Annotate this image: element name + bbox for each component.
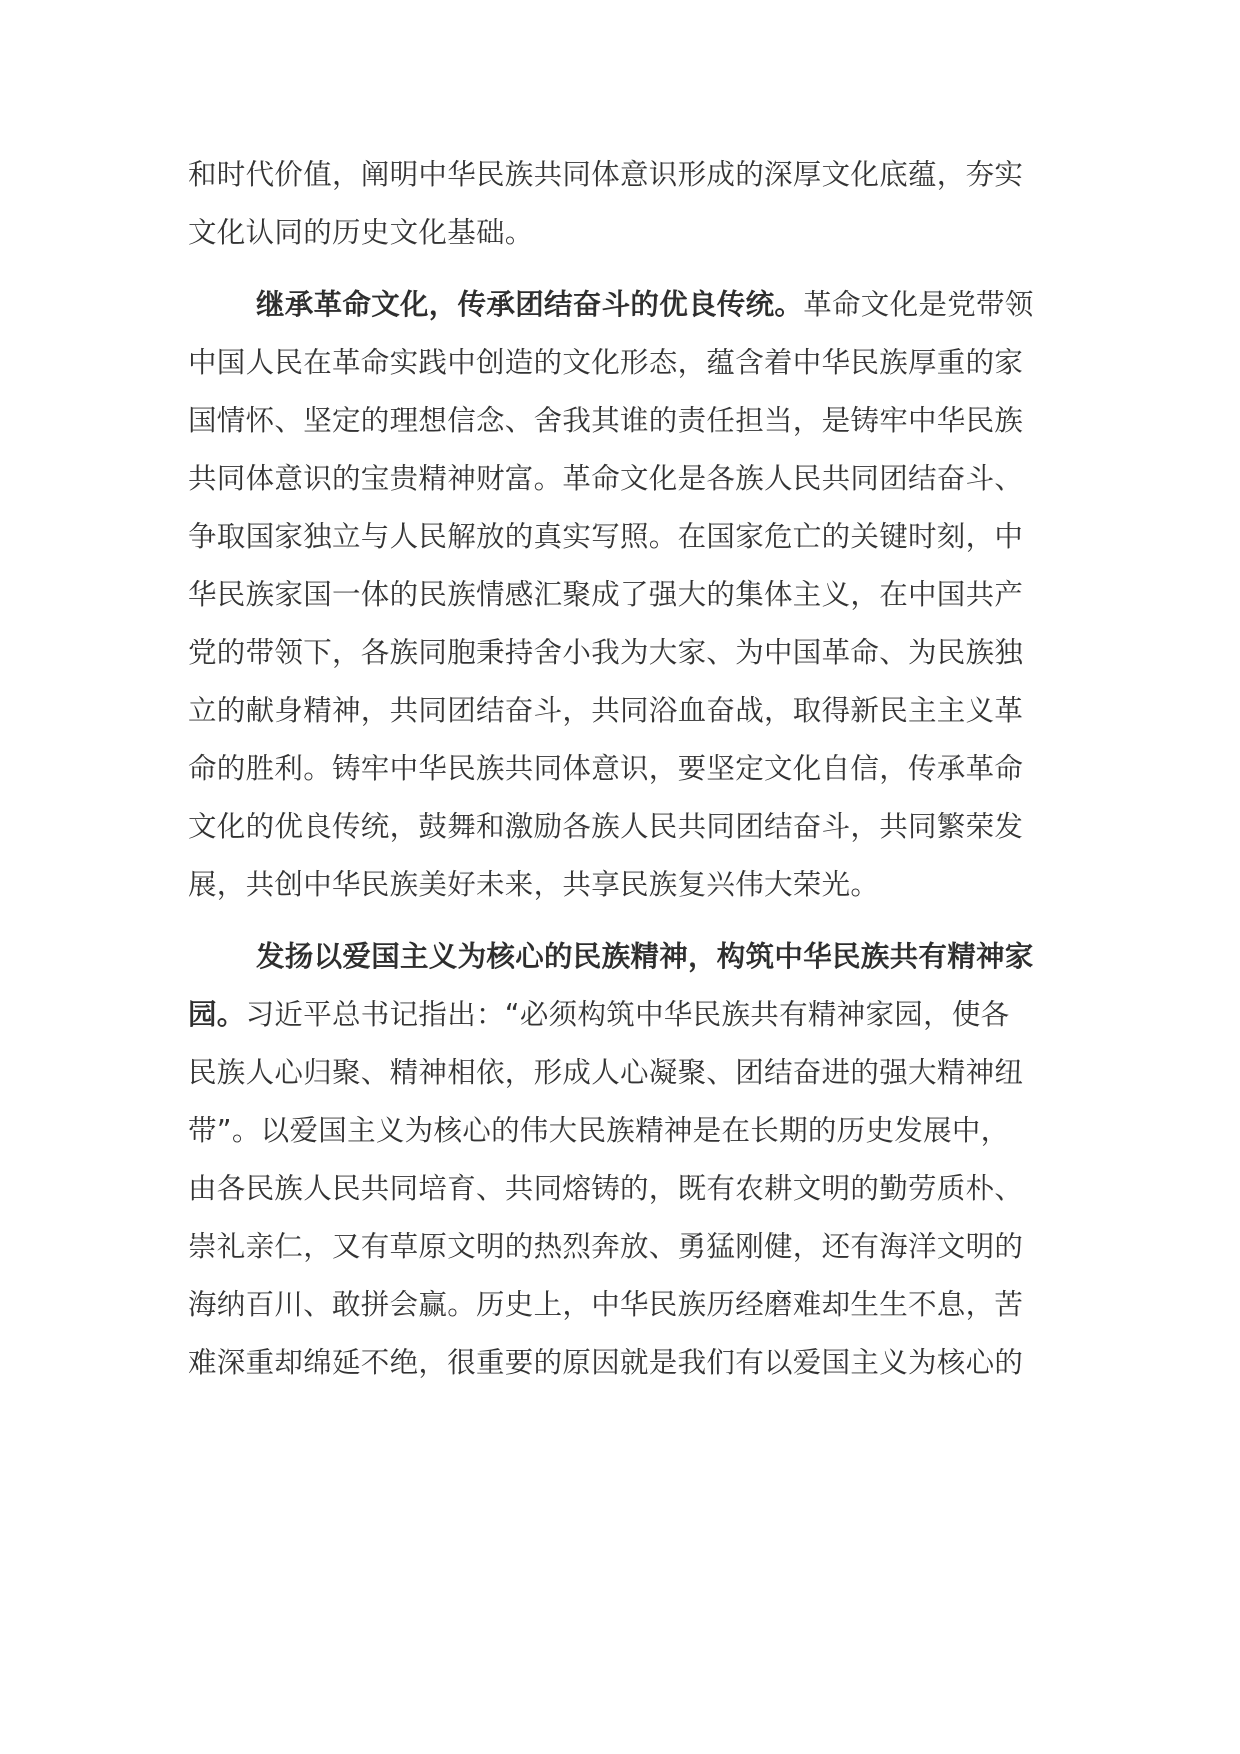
paragraph-3-line-6 [188, 1214, 1048, 1280]
paragraph-2-line-8 [188, 678, 1048, 744]
paragraph-2-line-1 [188, 272, 1116, 338]
paragraph-1-line-2 [188, 200, 1048, 266]
text-span: 习近平总书记指出：“必须构筑中华民族共有精神家园，使各 [245, 998, 1010, 1031]
bold-heading-span: 发扬以爱国主义为核心的民族精神，构筑中华民族共有精神家 [256, 940, 1034, 973]
paragraph-2-line-6 [188, 562, 1048, 628]
text-span: 华民族家国一体的民族情感汇聚成了强大的集体主义，在中国共产 [188, 578, 1024, 611]
text-span: 共同体意识的宝贵精神财富。革命文化是各族人民共同团结奋斗、 [188, 462, 1024, 495]
paragraph-2-line-5 [188, 504, 1048, 570]
paragraph-3-line-2 [188, 982, 1048, 1048]
text-span: 党的带领下，各族同胞秉持舍小我为大家、为中国革命、为民族独 [188, 636, 1024, 669]
paragraph-2-line-4 [188, 446, 1048, 512]
text-span: 革命文化是党带领 [803, 288, 1034, 321]
text-span: 文化的优良传统，鼓舞和激励各族人民共同团结奋斗，共同繁荣发 [188, 810, 1024, 843]
paragraph-3-line-5 [188, 1156, 1048, 1222]
text-span: 命的胜利。铸牢中华民族共同体意识，要坚定文化自信，传承革命 [188, 752, 1024, 785]
paragraph-3-line-1 [188, 924, 1116, 990]
text-span: 民族人心归聚、精神相依，形成人心凝聚、团结奋进的强大精神纽 [188, 1056, 1024, 1089]
bold-heading-span: 继承革命文化，传承团结奋斗的优良传统。 [256, 288, 804, 321]
text-span: 国情怀、坚定的理想信念、舍我其谁的责任担当，是铸牢中华民族 [188, 404, 1024, 437]
text-span: 带”。以爱国主义为核心的伟大民族精神是在长期的历史发展中， [188, 1114, 1010, 1147]
paragraph-2-line-3 [188, 388, 1048, 454]
paragraph-3-line-7 [188, 1272, 1048, 1338]
paragraph-3-line-4 [188, 1098, 1048, 1164]
paragraph-2-line-7 [188, 620, 1048, 686]
text-span: 展，共创中华民族美好未来，共享民族复兴伟大荣光。 [188, 868, 880, 901]
paragraph-2-line-9 [188, 736, 1048, 802]
text-span: 文化认同的历史文化基础。 [188, 216, 534, 249]
paragraph-1-line-1 [188, 142, 1048, 208]
text-span: 和时代价值，阐明中华民族共同体意识形成的深厚文化底蕴，夯实 [188, 158, 1024, 191]
paragraph-3-line-8 [188, 1330, 1048, 1396]
text-span: 中国人民在革命实践中创造的文化形态，蕴含着中华民族厚重的家 [188, 346, 1024, 379]
text-span: 争取国家独立与人民解放的真实写照。在国家危亡的关键时刻，中 [188, 520, 1024, 553]
paragraph-2-line-11 [188, 852, 1048, 918]
paragraph-3-line-3 [188, 1040, 1048, 1106]
text-span: 由各民族人民共同培育、共同熔铸的，既有农耕文明的勤劳质朴、 [188, 1172, 1024, 1205]
text-span: 海纳百川、敢拼会赢。历史上，中华民族历经磨难却生生不息，苦 [188, 1288, 1024, 1321]
text-span: 立的献身精神，共同团结奋斗，共同浴血奋战，取得新民主主义革 [188, 694, 1024, 727]
paragraph-2-line-2 [188, 330, 1048, 396]
bold-heading-span: 园。 [188, 998, 246, 1031]
paragraph-2-line-10 [188, 794, 1048, 860]
text-span: 难深重却绵延不绝，很重要的原因就是我们有以爱国主义为核心的 [188, 1346, 1024, 1379]
text-span: 崇礼亲仁，又有草原文明的热烈奔放、勇猛刚健，还有海洋文明的 [188, 1230, 1024, 1263]
